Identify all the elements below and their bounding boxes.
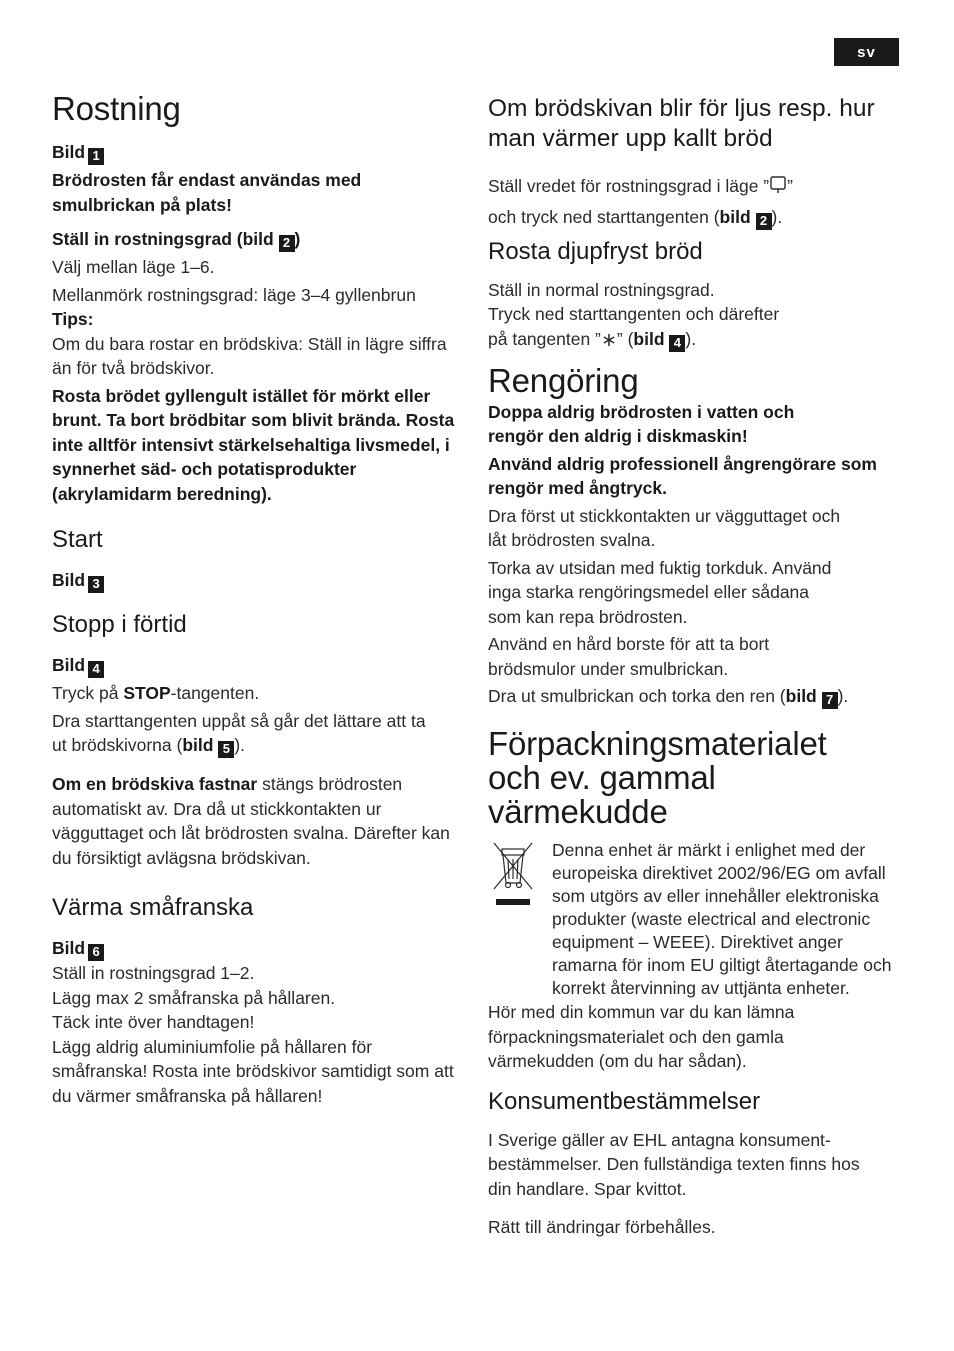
rengoring-warning-2: Använd aldrig professionell ångrengörare som rengör med ångtryck.: [488, 453, 877, 498]
figure-label: Bild: [52, 655, 86, 675]
ljus-bild-label: bild: [719, 206, 756, 227]
figure-ref: [52, 568, 462, 593]
choose-level-text: Välj mellan läge 1–6.: [52, 257, 215, 277]
figure-number: 1: [88, 148, 104, 165]
figure-number: 2: [279, 235, 295, 252]
set-label: Ställ in rostningsgrad (bild: [52, 229, 279, 249]
rengoring-p2: Torka av utsidan med fuktig torkduk. Använd inga starka rengöringsmedel eller sådana som kan repa brödrosten.: [488, 557, 832, 627]
konsument-text: I Sverige gäller av EHL antagna konsumentbestämmelser. Den fullständiga texten finns hos din handlare. Spar kvittot.: [488, 1129, 860, 1199]
djupfryst-line-2: Tryck ned starttangenten och därefter: [488, 304, 780, 324]
djupfryst-line-3: [488, 327, 908, 352]
rolls-line-2: Lägg max 2 småfranska på hållaren.: [52, 987, 336, 1008]
figure-number: 5: [218, 741, 234, 758]
djupfryst-line-1: Ställ in normal rostningsgrad.: [488, 279, 715, 300]
figure-label: Bild: [52, 570, 86, 590]
heading-rengoring: Rengöring: [488, 361, 639, 399]
heading-konsument: Konsumentbestämmelser: [488, 1087, 761, 1115]
left-column: [52, 88, 462, 1108]
heading-ljus: Om brödskivan blir för ljus resp. hur man värmer upp kallt bröd: [488, 95, 875, 152]
set-toasting-level: [52, 227, 462, 252]
rengoring-p4-a: Dra ut smulbrickan och torka den ren (: [488, 686, 786, 706]
figure-number: 2: [756, 213, 772, 230]
rolls-line-1: Ställ in rostningsgrad 1–2.: [52, 963, 255, 983]
crumb-tray-warning: Brödrosten får endast användas med smulbrickan på plats!: [52, 170, 362, 215]
figure-label: Bild: [52, 142, 86, 162]
weee-text: Denna enhet är märkt i enlighet med der europeiska direktivet 2002/96/EG om avfall som utgörs av eller innehåller elektroniska produkter (waste electrical and electronic equipment – WEEE). Direktivet anger ramarna för inom EU giltigt återtagande och korrekt återvinning av uttjänta enheter.: [552, 840, 892, 998]
figure-ref: [52, 653, 462, 678]
rengoring-p3: Använd en hård borste för att ta bort brödsmulor under smulbrickan.: [488, 634, 770, 679]
figure-number: 6: [88, 944, 104, 961]
stuck-slice-rest: stängs brödrosten automatiskt av. Dra då ut stickkontakten ur vägguttaget och låt brödrosten svalna. Därefter kan du försiktigt avlägsna brödskivan.: [52, 774, 450, 868]
weee-block: [488, 839, 908, 1000]
kommun-text: Hör med din kommun var du kan lämna förpackningsmaterialet och den gamla värmekudden (om du har sådan).: [488, 1002, 795, 1071]
rengoring-p4-c: ).: [837, 686, 849, 706]
pull-start-c: ).: [234, 735, 246, 755]
djupfryst-line-3-c: ).: [685, 328, 697, 349]
figure-label: Bild: [52, 938, 86, 958]
figure-number: 4: [88, 661, 104, 678]
pull-start-a: Dra starttangenten uppåt så går det lättare att ta ut brödskivorna (: [52, 710, 426, 755]
figure-number: 7: [822, 692, 838, 709]
djupfryst-line-3-b: ” (: [616, 328, 634, 349]
ljus-line-2-a: och tryck ned starttangenten (: [488, 206, 720, 227]
rolls-line-4: Lägg aldrig aluminiumfolie på hållaren för småfranska! Rosta inte brödskivor samtidigt som att du värmer småfranska på hållaren!: [52, 1036, 454, 1106]
rengoring-warning-1: Doppa aldrig brödrosten i vatten och rengör den aldrig i diskmaskin!: [488, 401, 795, 446]
tips-text: Om du bara rostar en brödskiva: Ställ in lägre siffra än för två brödskivor.: [52, 333, 447, 378]
press-stop-a: Tryck på: [52, 683, 124, 703]
crossed-bin-icon: [488, 839, 538, 909]
ratt-text: Rätt till ändringar förbehålles.: [488, 1217, 716, 1237]
snowflake-icon: [601, 332, 617, 348]
tips-label: Tips:: [52, 309, 94, 329]
heading-forpackning: Förpackningsmaterialet och ev. gammal värmekudde: [488, 725, 827, 830]
ljus-line-2-c: ).: [771, 206, 783, 227]
stuck-slice-text: [52, 772, 462, 870]
heading-djupfryst: Rosta djupfryst bröd: [488, 237, 703, 265]
heading-rostning: Rostning: [52, 90, 181, 127]
pull-bild-label: bild: [182, 735, 219, 755]
golden-warning: Rosta brödet gyllengult istället för mörkt eller brunt. Ta bort brödbitar som blivit brända. Rosta inte alltför intensivt stärkelsehaltiga livsmedel, i synnerhet säd- och potatisprodukter (akrylamidarm beredning).: [52, 385, 455, 504]
djupfryst-line-3-a: på tangenten ”: [488, 328, 601, 349]
language-tab: sv: [834, 38, 899, 66]
figure-ref: [52, 936, 462, 961]
set-close: ): [294, 229, 301, 249]
stop-key-label: STOP: [123, 683, 171, 703]
pull-start-text: [52, 709, 432, 759]
right-column: [488, 88, 908, 1240]
ljus-line-1-b: ”: [787, 176, 793, 196]
ljus-line-2: [488, 205, 908, 230]
rengoring-bild-label: bild: [785, 686, 822, 706]
press-stop-text: [52, 681, 462, 706]
heading-varma: Värma småfranska: [52, 894, 254, 921]
figure-number: 3: [88, 576, 104, 593]
rolls-line-3: Täck inte över handtagen!: [52, 1012, 255, 1032]
ljus-line-1: [488, 174, 908, 199]
ljus-line-1-a: Ställ vredet för rostningsgrad i läge ”: [488, 176, 770, 196]
medium-level-text: Mellanmörk rostningsgrad: läge 3–4 gyllenbrun: [52, 284, 416, 305]
djupfryst-bild-label: bild: [633, 328, 670, 349]
rengoring-p4: [488, 684, 908, 709]
stuck-slice-bold: Om en brödskiva fastnar: [52, 774, 258, 794]
rengoring-p1: Dra först ut stickkontakten ur vägguttaget och låt brödrosten svalna.: [488, 505, 841, 550]
figure-number: 4: [669, 335, 685, 352]
press-stop-c: -tangenten.: [170, 683, 260, 703]
heading-start: Start: [52, 526, 103, 553]
figure-ref: [52, 140, 462, 165]
heading-stopp: Stopp i förtid: [52, 611, 187, 638]
warm-up-icon: [769, 175, 787, 195]
